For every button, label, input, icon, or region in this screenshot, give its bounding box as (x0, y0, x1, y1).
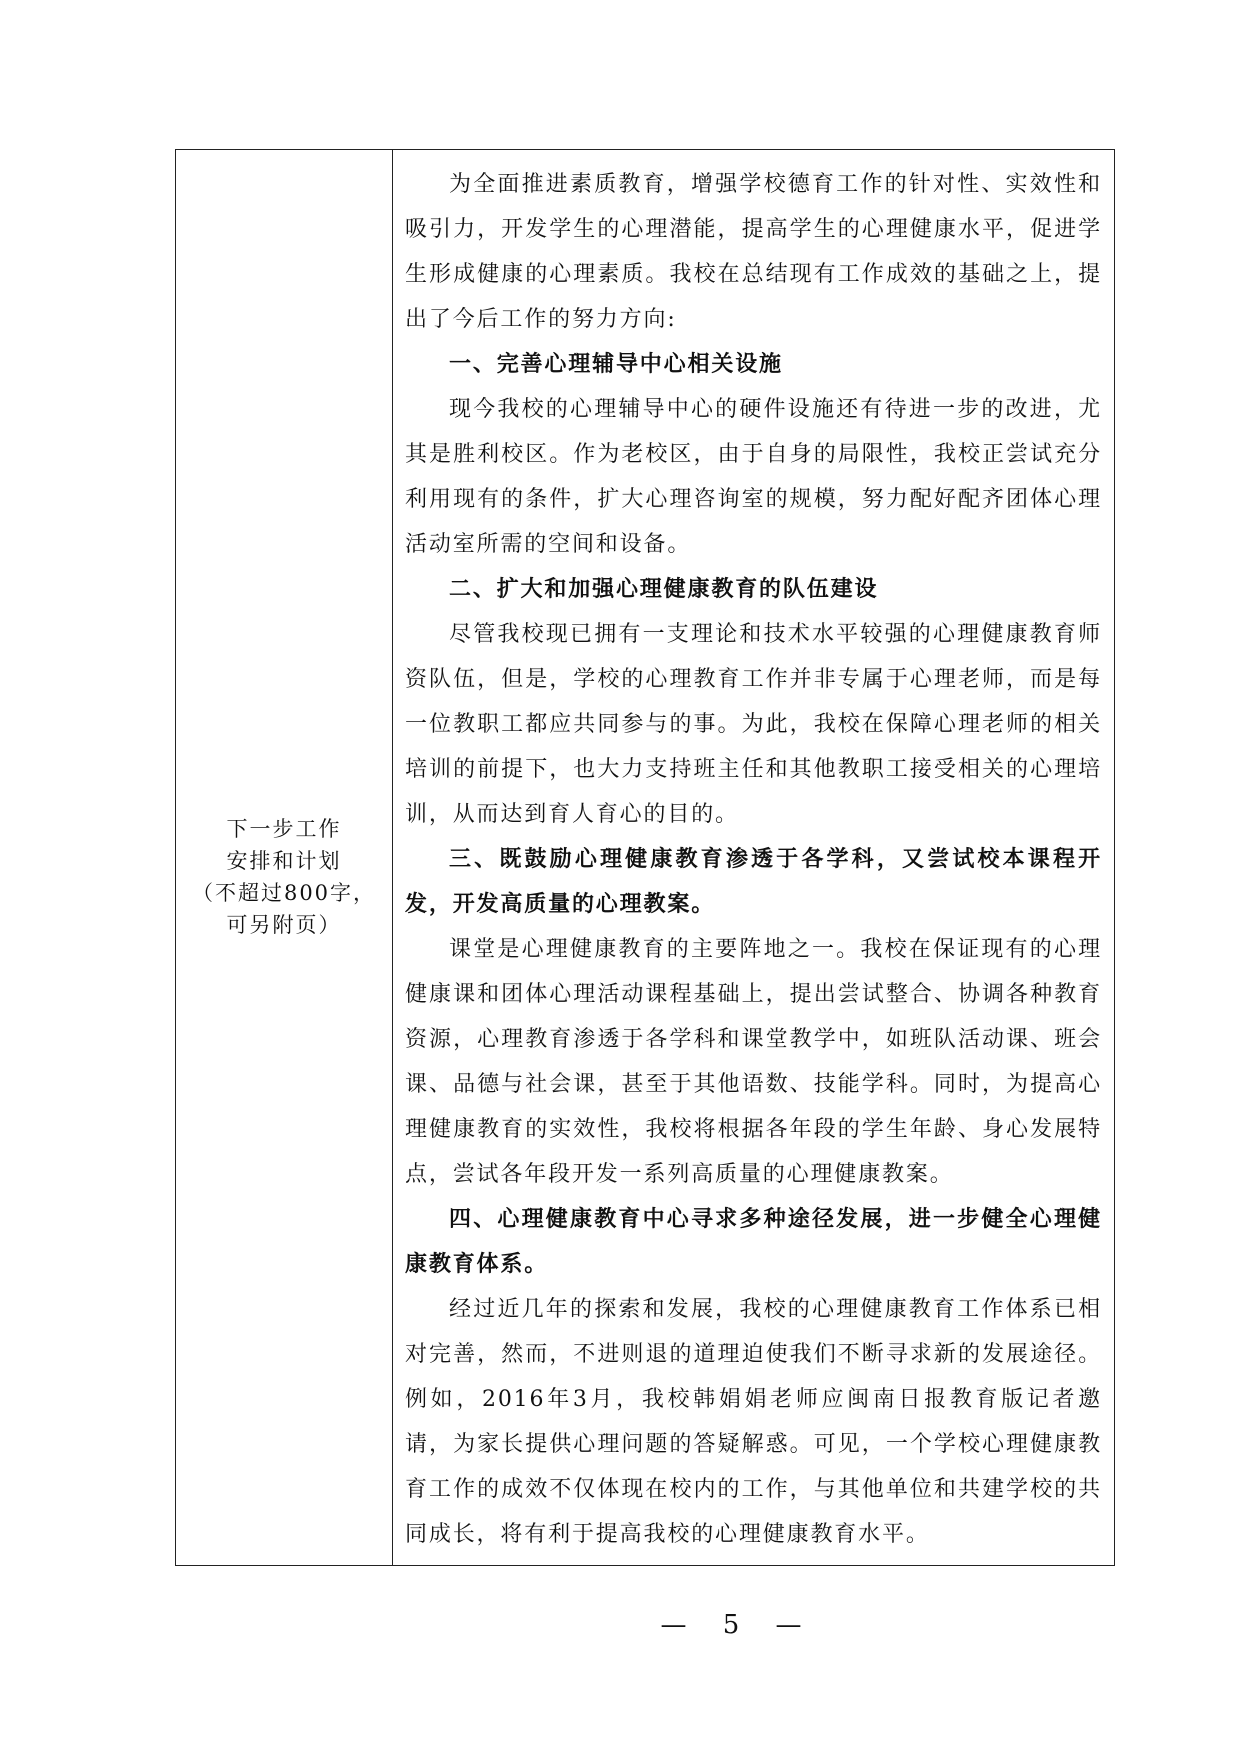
section-paragraph-1: 现今我校的心理辅导中心的硬件设施还有待进一步的改进，尤其是胜利校区。作为老校区，由于自身的局限性，我校正尝试充分利用现有的条件，扩大心理咨询室的规模，努力配好配齐团体心理活动室所需的空间和设备。 (405, 397, 1102, 557)
row-label (192, 813, 376, 941)
plan-table (175, 149, 1115, 1566)
section-heading-1: 一、完善心理辅导中心相关设施 (449, 352, 783, 377)
section-paragraph-4: 经过近几年的探索和发展，我校的心理健康教育工作体系已相对完善，然而，不进则退的道理迫使我们不断寻求新的发展途径。例如，2016年3月，我校韩娟娟老师应闽南日报教育版记者邀请，为家长提供心理问题的答疑解惑。可见，一个学校心理健康教育工作的成效不仅体现在校内的工作，与其他单位和共建学校的共同成长，将有利于提高我校的心理健康教育水平。 (405, 1297, 1102, 1547)
row-label-line: 安排和计划 (226, 848, 342, 873)
content-cell (393, 150, 1114, 1565)
row-label-line: 可另附页） (226, 912, 342, 937)
section-heading-4: 四、心理健康教育中心寻求多种途径发展，进一步健全心理健康教育体系。 (405, 1207, 1102, 1277)
section-paragraph-2: 尽管我校现已拥有一支理论和技术水平较强的心理健康教育师资队伍，但是，学校的心理教育工作并非专属于心理老师，而是每一位教职工都应共同参与的事。为此，我校在保障心理老师的相关培训的前提下，也大力支持班主任和其他教职工接受相关的心理培训，从而达到育人育心的目的。 (405, 622, 1102, 827)
row-label-line: （不超过800字， (191, 880, 377, 905)
row-label-line: 下一步工作 (226, 816, 342, 841)
page-number: — 5 — (660, 1610, 816, 1640)
intro-paragraph: 为全面推进素质教育，增强学校德育工作的针对性、实效性和吸引力，开发学生的心理潜能，提高学生的心理健康水平，促进学生形成健康的心理素质。我校在总结现有工作成效的基础之上，提出了今后工作的努力方向: (405, 172, 1102, 332)
section-heading-3: 三、既鼓励心理健康教育渗透于各学科，又尝试校本课程开发，开发高质量的心理教案。 (405, 847, 1102, 917)
section-heading-2: 二、扩大和加强心理健康教育的队伍建设 (449, 577, 879, 602)
label-cell (176, 150, 393, 1565)
section-paragraph-3: 课堂是心理健康教育的主要阵地之一。我校在保证现有的心理健康课和团体心理活动课程基础上，提出尝试整合、协调各种教育资源，心理教育渗透于各学科和课堂教学中，如班队活动课、班会课、品德与社会课，甚至于其他语数、技能学科。同时，为提高心理健康教育的实效性，我校将根据各年段的学生年龄、身心发展特点，尝试各年段开发一系列高质量的心理健康教案。 (405, 937, 1102, 1187)
